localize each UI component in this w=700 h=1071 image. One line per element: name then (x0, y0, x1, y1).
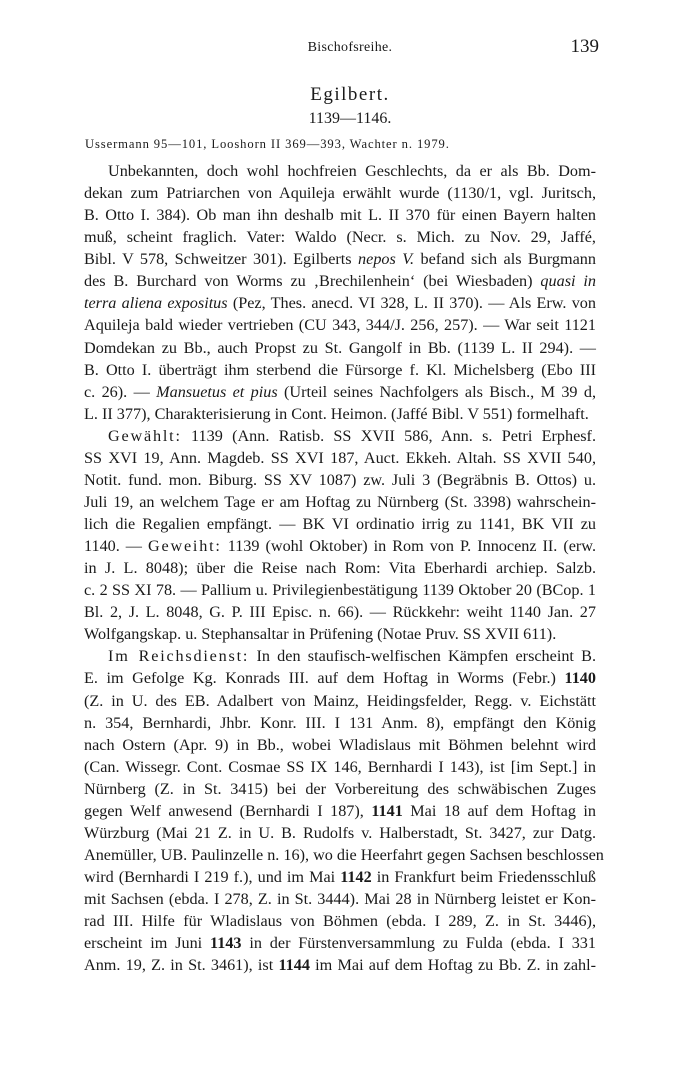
text-line: lich die Regalien empfängt. — BK VI ordinatio irrig zu 1141, BK VII zu (84, 515, 596, 533)
text-line: mit Sachsen (ebda. I 278, Z. in St. 3444). Mai 28 in Nürnberg leistet er Kon- (84, 890, 596, 909)
text-line: in J. L. 8048); über die Reise nach Rom: Vita Eberhardi archiep. Salzb. (84, 559, 596, 578)
text-line: L. II 377), Charakterisierung in Cont. Heimon. (Jaffé Bibl. V 551) formelhaft. (84, 404, 589, 423)
text-line: Wolfgangskap. u. Stephansaltar in Prüfening (Notae Pruv. SS XVII 611). (84, 625, 557, 644)
section-label-reichsdienst: Im Reichsdienst: (108, 647, 250, 666)
text-line: Domdekan zu Bb., auch Propst zu St. Gangolf in Bb. (1139 L. II 294). — (84, 338, 596, 357)
text-line: Aquileja bald wieder vertrieben (CU 343, 344/J. 256, 257). — War seit 1121 (84, 316, 596, 335)
text-line: nach Ostern (Apr. 9) in Bb., wobei Wladislaus mit Böhmen belehnt wird (84, 735, 596, 754)
text-line: dekan zum Patriarchen von Aquileja erwählt wurde (1130/1, vgl. Juritsch, (84, 184, 596, 203)
italic-text: nepos V. (358, 250, 415, 269)
text-line: Im Reichsdienst: In den staufisch-welfischen Kämpfen erscheint B. (108, 647, 596, 666)
text-line: Anemüller, UB. Paulinzelle n. 16), wo die Heerfahrt gegen Sachsen beschlossen (84, 845, 604, 864)
italic-text: Mansuetus et pius (156, 382, 278, 401)
italic-text: terra aliena expositus (84, 294, 228, 313)
text-line: Würzburg (Mai 21 Z. in U. B. Rudolfs v. Halberstadt, St. 3427, zur Datg. (84, 823, 596, 842)
text-line: Bl. 2, J. L. 8048, G. P. III Episc. n. 66). — Rückkehr: weiht 1140 Jan. 27 (84, 603, 596, 622)
section-label-gewaehlt: Gewählt: (108, 426, 182, 445)
text-line: erscheint im Juni 1143 in der Fürstenversammlung zu Fulda (ebda. I 331 (84, 934, 596, 953)
text-line: Notit. fund. mon. Biburg. SS XV 1087) zw. Juli 3 (Begräbnis B. Ottos) u. (84, 470, 596, 489)
text-line: Unbekannten, doch wohl hochfreien Geschlechts, da er als Bb. Dom- (108, 162, 596, 180)
running-header: Bischofsreihe. (307, 40, 393, 55)
text-line: Gewählt: 1139 (Ann. Ratisb. SS XVII 586, Ann. s. Petri Erphesf. (108, 426, 596, 445)
italic-text: quasi in (540, 272, 596, 291)
page-number: 139 (570, 36, 599, 57)
bold-year: 1141 (371, 801, 403, 820)
text-line: 1140. — Geweiht: 1139 (wohl Oktober) in Rom von P. Innocenz II. (erw. (84, 537, 596, 556)
bold-year: 1143 (210, 934, 242, 953)
entry-body (84, 160, 604, 976)
text-line: Juli 19, an welchem Tage er am Hoftag zu Nürnberg (St. 3398) wahrschein- (84, 492, 596, 511)
text-line: (Z. in U. des EB. Adalbert von Mainz, Heidingsfelder, Regg. v. Eichstätt (84, 691, 596, 710)
text-line: wird (Bernhardi I 219 f.), und im Mai 1142 in Frankfurt beim Friedensschluß (84, 868, 597, 886)
entry-sources: Ussermann 95—101, Looshorn II 369—393, Wachter n. 1979. (85, 137, 450, 151)
text-line: (Can. Wissegr. Cont. Cosmae SS IX 146, Bernhardi I 143), ist [im Sept.] in (84, 757, 596, 776)
entry-years: 1139—1146. (308, 110, 392, 127)
text-line: Anm. 19, Z. in St. 3461), ist 1144 im Mai auf dem Hoftag zu Bb. Z. in zahl- (84, 956, 596, 975)
text-line: gegen Welf anwesend (Bernhardi I 187), 1141 Mai 18 auf dem Hoftag in (84, 801, 597, 820)
text-line: c. 26). — Mansuetus et pius (Urteil seines Nachfolgers als Bisch., M 39 d, (84, 382, 597, 401)
text-line: rad III. Hilfe für Wladislaus von Böhmen (ebda. I 289, Z. in St. 3446), (84, 912, 596, 931)
section-label-geweiht: Geweiht: (147, 537, 222, 556)
text-line: muß, scheint fraglich. Vater: Waldo (Necr. s. Mich. zu Nov. 29, Jaffé, (84, 228, 596, 247)
text-line: terra aliena expositus (Pez, Thes. anecd. VI 328, L. II 370). — Als Erw. von (84, 294, 596, 313)
text-line: Bibl. V 578, Schweitzer 301). Egilberts nepos V. befand sich als Burgmann (84, 250, 596, 269)
text-line: Nürnberg (Z. in St. 3415) bei der Vorbereitung des schwäbischen Zuges (84, 779, 596, 798)
text-line: B. Otto I. 384). Ob man ihn deshalb mit L. II 370 für einen Bayern halten (84, 206, 596, 225)
entry-title: Egilbert. (310, 84, 390, 105)
text-line: E. im Gefolge Kg. Konrads III. auf dem Hoftag in Worms (Febr.) 1140 (84, 669, 596, 688)
text-line: B. Otto I. überträgt ihm sterbend die Fürsorge f. Kl. Michelsberg (Ebo III (84, 360, 596, 379)
text-line: n. 354, Bernhardi, Jhbr. Konr. III. I 131 Anm. 8), empfängt den König (84, 713, 596, 732)
text-line: SS XVI 19, Ann. Magdeb. SS XVI 187, Auct. Ekkeh. Altah. SS XVII 540, (84, 448, 596, 467)
bold-year: 1144 (278, 956, 310, 975)
bold-year: 1142 (340, 868, 372, 886)
text-line: des B. Burchard von Worms zu ‚Brechilenhein‘ (bei Wiesbaden) quasi in (84, 272, 596, 291)
text-line: c. 2 SS XI 78. — Pallium u. Privilegienbestätigung 1139 Oktober 20 (BCop. 1 (84, 581, 596, 600)
bold-year: 1140 (564, 669, 596, 688)
